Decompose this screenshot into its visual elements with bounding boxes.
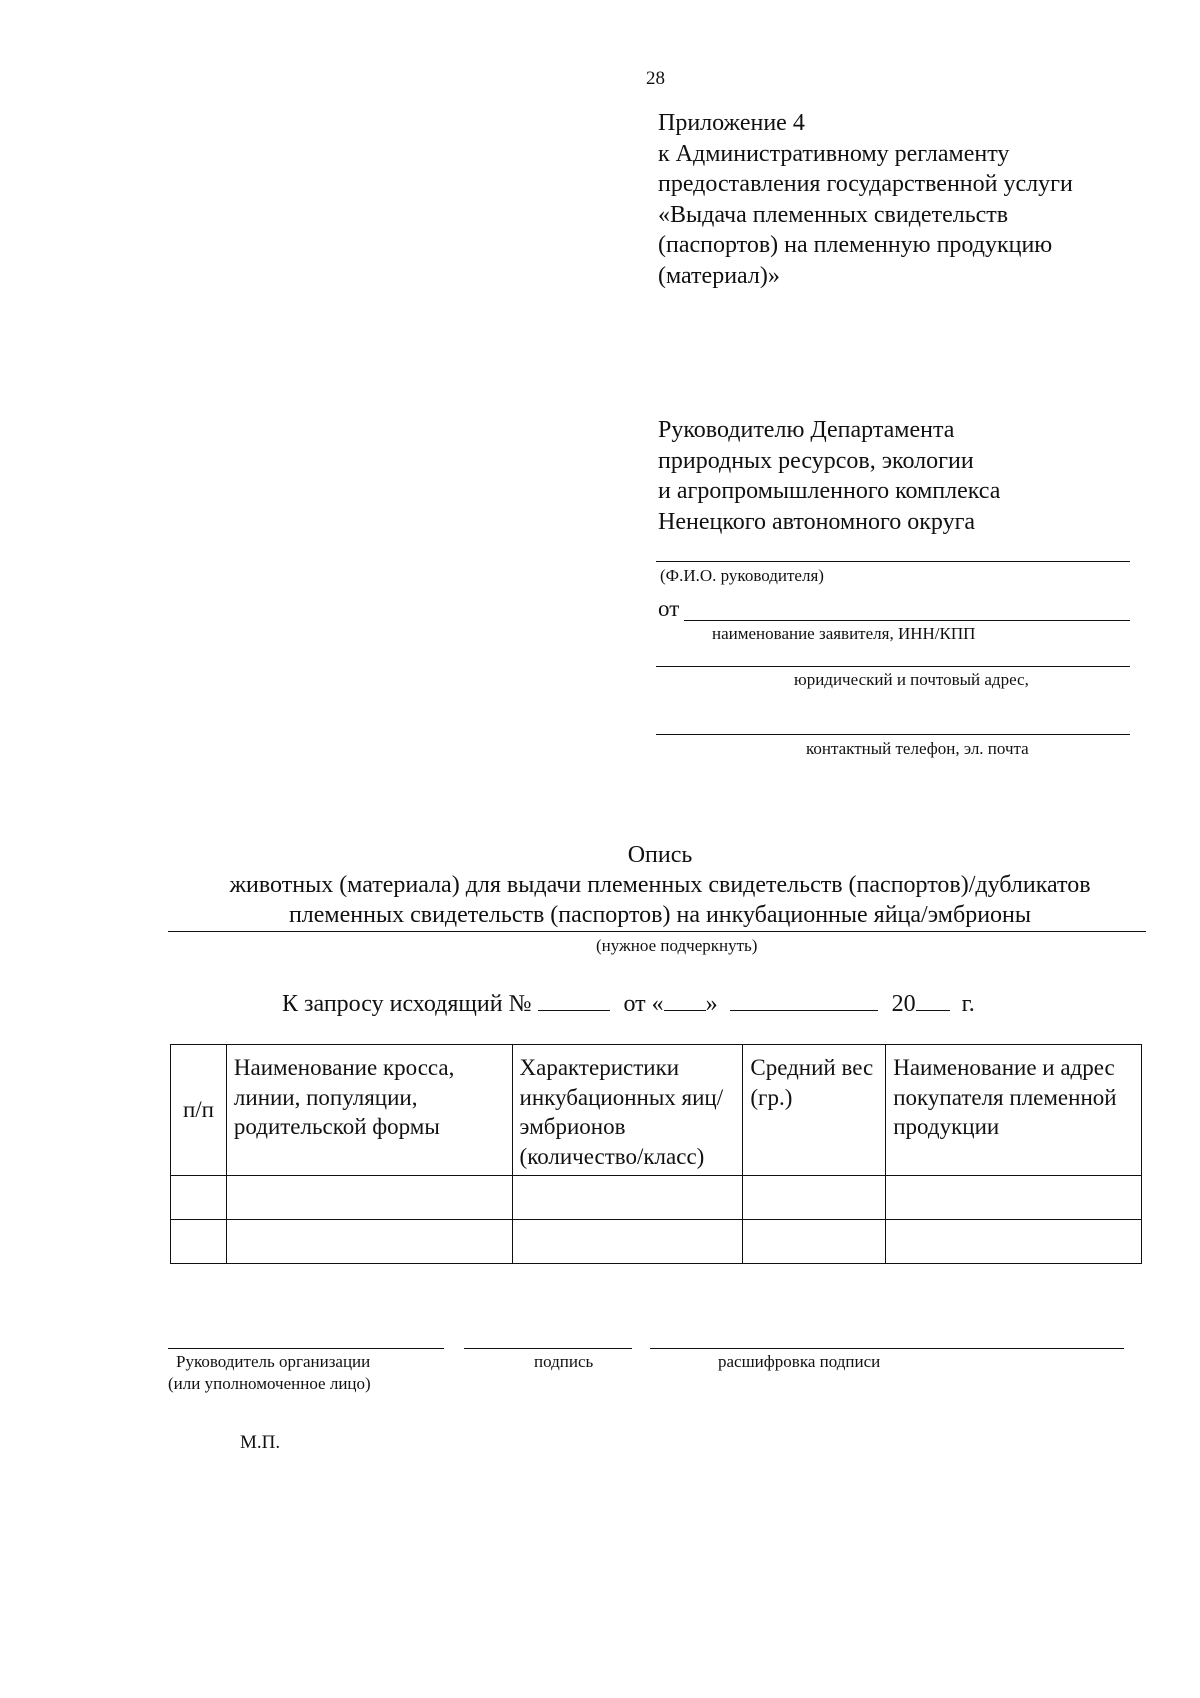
address-line [656, 666, 1130, 667]
underline-note: (нужное подчеркнуть) [596, 936, 758, 955]
signature-line [464, 1348, 632, 1349]
appendix-line: предоставления государственной услуги [658, 171, 1073, 197]
query-month-blank [730, 988, 878, 1011]
query-year-prefix: 20 [891, 991, 916, 1017]
query-from-label: от « [623, 991, 664, 1017]
address-caption: юридический и почтовый адрес, [794, 670, 1029, 689]
head-name-line [656, 561, 1130, 562]
appendix-line: (паспортов) на племенную продукцию [658, 232, 1053, 258]
table-cell[interactable] [512, 1176, 743, 1220]
inventory-table [170, 1044, 1142, 1264]
document-title: Опись [627, 842, 693, 868]
table-cell[interactable] [171, 1176, 227, 1220]
query-label: К запросу исходящий № [282, 991, 532, 1017]
query-line [282, 988, 975, 1018]
signature-decode-caption: расшифровка подписи [718, 1352, 881, 1371]
table-cell[interactable] [743, 1176, 886, 1220]
appendix-line: «Выдача племенных свидетельств [658, 201, 1009, 228]
query-year-suffix: г. [961, 991, 975, 1017]
table-header-row [171, 1045, 1142, 1176]
header-buyer: Наименование и адрес покупателя племенной продукции [886, 1045, 1142, 1176]
appendix-line: к Административному регламенту [658, 140, 1010, 167]
signature-decode-line [650, 1348, 1124, 1349]
contact-line [656, 734, 1130, 735]
document-subtitle-line: животных (материала) для выдачи племенных свидетельств (паспортов)/дубликатов [229, 872, 1091, 898]
query-year-blank [916, 988, 950, 1011]
document-subtitle-line: племенных свидетельств (паспортов) на инкубационные яйца/эмбрионы [288, 902, 1032, 928]
signatory-role-note: (или уполномоченное лицо) [168, 1374, 371, 1393]
query-number-blank [538, 988, 610, 1011]
table-cell[interactable] [171, 1220, 227, 1264]
table-row [171, 1220, 1142, 1264]
addressee-line: природных ресурсов, экологии [658, 447, 974, 474]
header-number: п/п [171, 1045, 227, 1176]
applicant-caption: наименование заявителя, ИНН/КПП [712, 624, 976, 643]
signatory-role: Руководитель организации [176, 1352, 371, 1371]
signature-caption: подпись [534, 1352, 594, 1371]
table-cell[interactable] [886, 1220, 1142, 1264]
table-cell[interactable] [226, 1220, 512, 1264]
table-row [171, 1176, 1142, 1220]
from-label: от [658, 596, 680, 621]
table-cell[interactable] [743, 1220, 886, 1264]
table-cell[interactable] [886, 1176, 1142, 1220]
header-egg-characteristics: Характеристики инкубационных яиц/эмбрионов (количество/класс) [512, 1045, 743, 1176]
addressee-line: Ненецкого автономного округа [658, 508, 976, 535]
role-line [168, 1348, 444, 1349]
addressee-line: Руководителю Департамента [658, 417, 955, 443]
appendix-line: (материал)» [658, 262, 780, 289]
table-cell[interactable] [226, 1176, 512, 1220]
query-day-blank [664, 988, 706, 1011]
addressee-line: и агропромышленного комплекса [658, 478, 1001, 504]
table-cell[interactable] [512, 1220, 743, 1264]
addressee-block [658, 415, 1000, 537]
applicant-line [684, 620, 1130, 621]
appendix-line: Приложение 4 [658, 110, 805, 136]
contact-caption: контактный телефон, эл. почта [806, 739, 1029, 758]
head-name-caption: (Ф.И.О. руководителя) [660, 566, 824, 585]
header-average-weight: Средний вес (гр.) [743, 1045, 886, 1176]
stamp-place: М.П. [240, 1432, 281, 1453]
header-cross-name: Наименование кросса, линии, популяции, родительской формы [226, 1045, 512, 1176]
title-underline [168, 931, 1146, 932]
page-number: 28 [646, 68, 665, 89]
query-close-quote: » [705, 991, 718, 1017]
appendix-header [658, 108, 1073, 291]
